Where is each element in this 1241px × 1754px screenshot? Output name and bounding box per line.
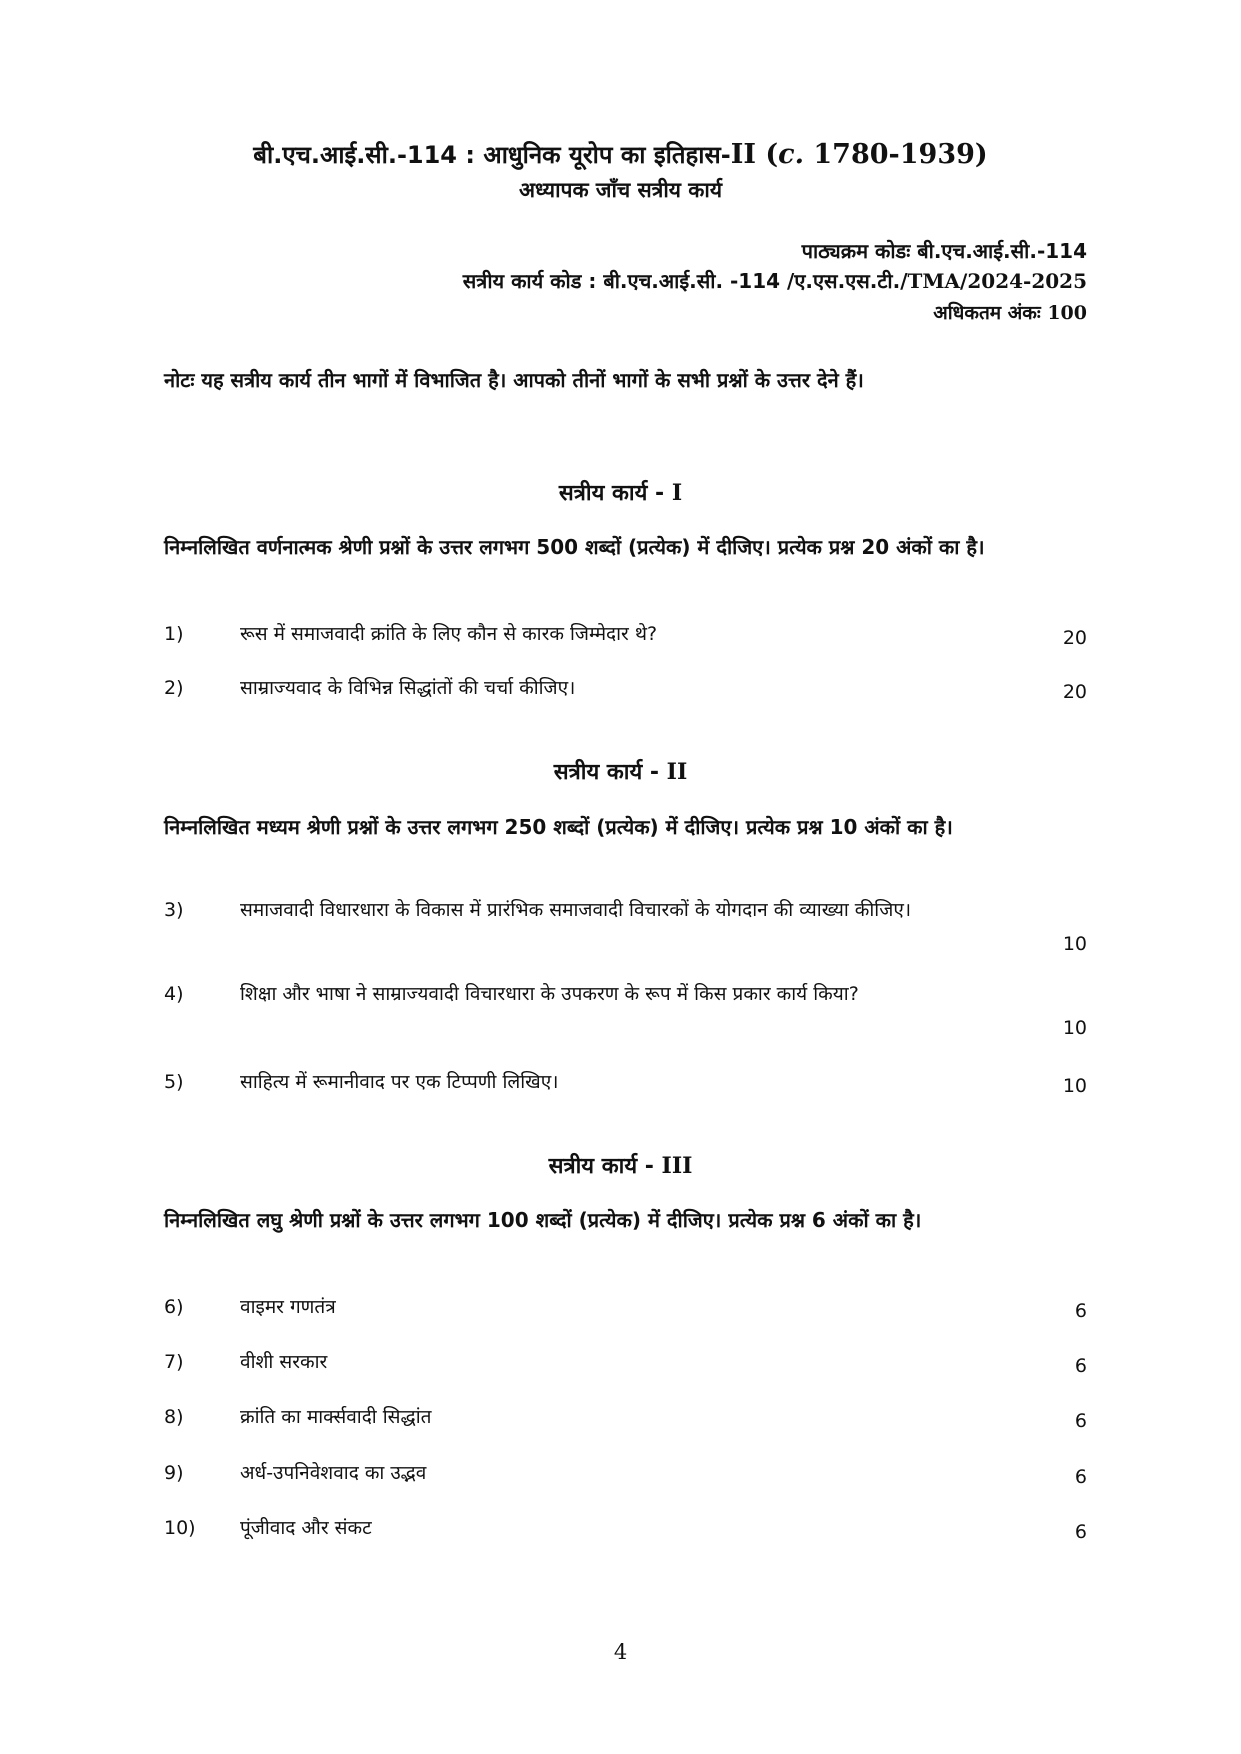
max-marks: अधिकतम अंकः 100 — [933, 302, 1087, 324]
question-text: क्रांति का मार्क्सवादी सिद्धांत — [240, 1406, 432, 1428]
section-heading-1: सत्रीय कार्य - I — [558, 480, 683, 506]
question-number: 3) — [164, 899, 184, 921]
note-paragraph: नोटः यह सत्रीय कार्य तीन भागों में विभाजित है। आपको तीनों भागों के सभी प्रश्नों के उत्तर देने हैं। — [164, 368, 864, 392]
question-number: 9) — [164, 1462, 184, 1484]
question-marks: 10 — [1062, 1075, 1087, 1097]
question-text: साम्राज्यवाद के विभिन्न सिद्धांतों की चर्चा कीजिए। — [240, 677, 576, 699]
course-code-prefix: बी.एच.आई.सी.-114 — [253, 141, 458, 169]
question-number: 10) — [164, 1517, 196, 1539]
question-marks: 6 — [1074, 1410, 1087, 1432]
question-number: 6) — [164, 1296, 184, 1318]
question-text: वाइमर गणतंत्र — [240, 1296, 336, 1318]
question-marks: 20 — [1062, 681, 1087, 703]
question-text: वीशी सरकार — [240, 1351, 328, 1373]
question-marks: 6 — [1074, 1466, 1087, 1488]
question-number: 4) — [164, 983, 184, 1005]
question-text: पूंजीवाद और संकट — [240, 1517, 372, 1539]
document-subtitle: अध्यापक जाँच सत्रीय कार्य — [518, 178, 723, 202]
question-marks: 6 — [1074, 1355, 1087, 1377]
question-number: 2) — [164, 677, 184, 699]
assignment-code: सत्रीय कार्य कोड : बी.एच.आई.सी. -114 /ए.एस.एस.टी./TMA/2024-2025 — [462, 269, 1087, 293]
question-number: 7) — [164, 1351, 184, 1373]
document-title: बी.एच.आई.सी.-114 : आधुनिक यूरोप का इतिहास-II (c. 1780-1939) — [253, 139, 988, 170]
section-instruction-3: निम्नलिखित लघु श्रेणी प्रश्नों के उत्तर लगभग 100 शब्दों (प्रत्येक) में दीजिए। प्रत्येक प्रश्न 6 अंकों का है। — [164, 1208, 922, 1232]
page-number: 4 — [613, 1640, 628, 1664]
question-marks: 10 — [1062, 1017, 1087, 1039]
section-heading-2: सत्रीय कार्य - II — [553, 759, 688, 785]
title-hindi: आधुनिक यूरोप का इतिहास- — [483, 141, 731, 169]
question-number: 1) — [164, 623, 184, 645]
section-instruction-2: निम्नलिखित मध्यम श्रेणी प्रश्नों के उत्तर लगभग 250 शब्दों (प्रत्येक) में दीजिए। प्रत्येक प्रश्न 10 अंकों का है। — [164, 815, 953, 839]
question-text: शिक्षा और भाषा ने साम्राज्यवादी विचारधारा के उपकरण के रूप में किस प्रकार कार्य किया? — [240, 983, 859, 1005]
question-marks: 6 — [1074, 1521, 1087, 1543]
section-instruction-1: निम्नलिखित वर्णनात्मक श्रेणी प्रश्नों के उत्तर लगभग 500 शब्दों (प्रत्येक) में दीजिए। प्रत्येक प्रश्न 20 अंकों का है। — [164, 535, 985, 559]
question-text: अर्ध-उपनिवेशवाद का उद्भव — [240, 1462, 427, 1484]
question-marks: 6 — [1074, 1300, 1087, 1322]
course-code: पाठ्यक्रम कोडः बी.एच.आई.सी.-114 — [801, 239, 1087, 263]
question-text: साहित्य में रूमानीवाद पर एक टिप्पणी लिखिए। — [240, 1071, 559, 1093]
question-marks: 10 — [1062, 933, 1087, 955]
question-marks: 20 — [1062, 627, 1087, 649]
question-number: 5) — [164, 1071, 184, 1093]
question-number: 8) — [164, 1406, 184, 1428]
section-heading-3: सत्रीय कार्य - III — [548, 1153, 693, 1179]
question-text: समाजवादी विधारधारा के विकास में प्रारंभिक समाजवादी विचारकों के योगदान की व्याख्या कीजिए। — [240, 899, 912, 921]
question-text: रूस में समाजवादी क्रांति के लिए कौन से कारक जिम्मेदार थे? — [240, 623, 658, 645]
